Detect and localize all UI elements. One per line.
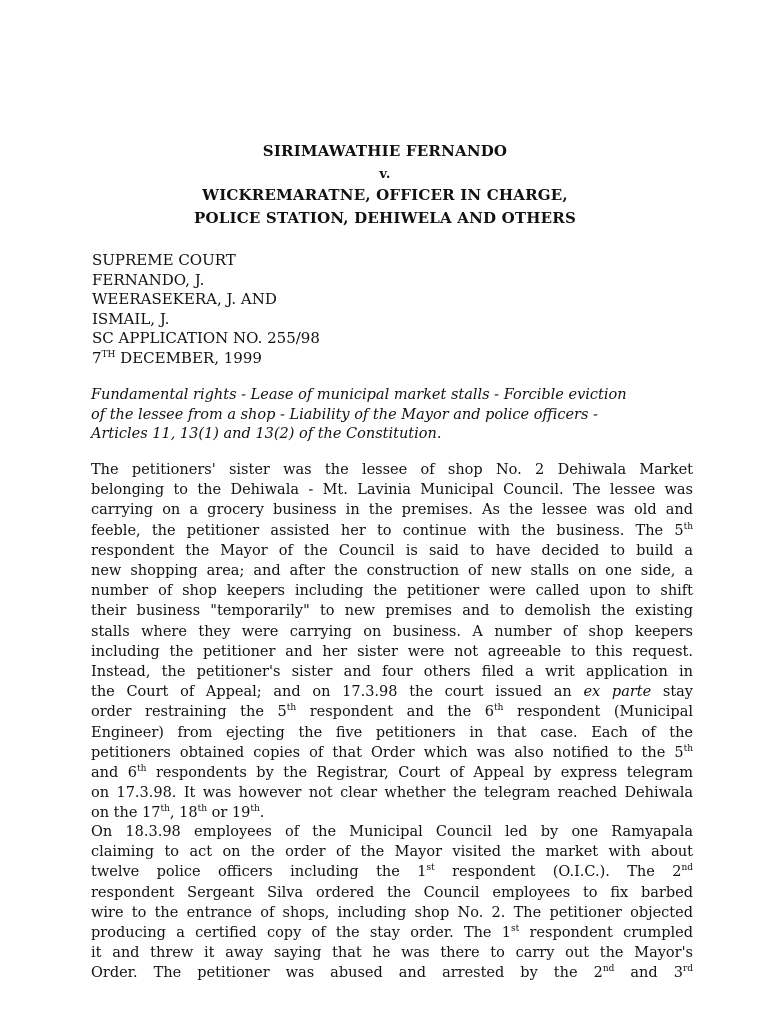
paragraph-line: and 6th respondents by the Registrar, Court of Appeal by express telegram: [91, 764, 693, 782]
paragraph-line: respondent Sergeant Silva ordered the Council employees to fix barbed: [91, 884, 693, 901]
paragraph-line: belonging to the Dehiwala - Mt. Lavinia Municipal Council. The lessee was: [91, 482, 693, 499]
paragraph-line: including the petitioner and her sister were not agreeable to this request.: [91, 643, 693, 660]
paragraph-facts: [91, 460, 693, 824]
application-number: SC APPLICATION NO. 255/98: [92, 329, 320, 347]
headnote: [91, 386, 691, 445]
respondent-line-1: WICKREMARATNE, OFFICER IN CHARGE,: [202, 186, 568, 204]
court-name: SUPREME COURT: [92, 251, 236, 269]
paragraph-line: feeble, the petitioner assisted her to continue with the business. The 5th: [91, 521, 693, 539]
decision-date: 7TH DECEMBER, 1999: [92, 348, 262, 367]
paragraph-line: their business "temporarily" to new premises and to demolish the existing: [91, 603, 693, 620]
paragraph-line: claiming to act on the order of the Mayor visited the market with about: [91, 844, 693, 861]
paragraph-line: number of shop keepers including the petitioner were called upon to shift: [91, 583, 693, 600]
paragraph-line: Instead, the petitioner's sister and four others filed a writ application in: [91, 664, 693, 681]
paragraph-line: on 17.3.98. It was however not clear whether the telegram reached Dehiwala: [91, 785, 693, 802]
paragraph-line: carrying on a grocery business in the premises. As the lessee was old and: [91, 502, 693, 519]
judge-1: FERNANDO, J.: [92, 270, 205, 289]
judge-2: WEERASEKERA, J. AND: [92, 290, 277, 308]
paragraph-line: On 18.3.98 employees of the Municipal Council led by one Ramyapala: [91, 824, 693, 840]
headnote-line: Articles 11, 13(1) and 13(2) of the Constitution.: [91, 426, 442, 442]
paragraph-line: new shopping area; and after the construction of new stalls on one side, a: [91, 563, 693, 580]
petitioner-name: SIRIMAWATHIE FERNANDO: [262, 142, 508, 160]
paragraph-line: stalls where they were carrying on business. A number of shop keepers: [91, 623, 693, 640]
court-info: [92, 251, 320, 368]
paragraph-line: the Court of Appeal; and on 17.3.98 the court issued an ex parte stay: [91, 684, 693, 701]
paragraph-line: wire to the entrance of shops, including shop No. 2. The petitioner objected: [91, 904, 693, 921]
headnote-line: of the lessee from a shop - Liability of the Mayor and police officers -: [91, 406, 598, 423]
paragraph-line: Engineer) from ejecting the five petitioners in that case. Each of the: [91, 724, 693, 741]
respondent-line-2: POLICE STATION, DEHIWELA AND OTHERS: [194, 209, 576, 227]
paragraph-line: respondent the Mayor of the Council is said to have decided to build a: [91, 542, 693, 559]
paragraph-line: producing a certified copy of the stay order. The 1st respondent crumpled: [91, 924, 693, 942]
paragraph-line: twelve police officers including the 1st respondent (O.I.C.). The 2nd: [91, 863, 693, 881]
paragraph-line: order restraining the 5th respondent and the 6th respondent (Municipal: [91, 703, 693, 721]
headnote-line: Fundamental rights - Lease of municipal market stalls - Forcible eviction: [91, 387, 627, 403]
paragraph-line: Order. The petitioner was abused and arrested by the 2nd and 3rd: [91, 964, 693, 982]
paragraph-line: it and threw it away saying that he was there to carry out the Mayor's: [91, 945, 693, 962]
judge-3: ISMAIL, J.: [92, 309, 170, 328]
paragraph-line: petitioners obtained copies of that Order which was also notified to the 5th: [91, 744, 693, 761]
paragraph-events: [91, 822, 693, 984]
paragraph-line: on the 17th, 18th or 19th.: [91, 804, 265, 822]
versus-label: v.: [379, 167, 391, 182]
paragraph-line: The petitioners' sister was the lessee of shop No. 2 Dehiwala Market: [91, 462, 693, 478]
